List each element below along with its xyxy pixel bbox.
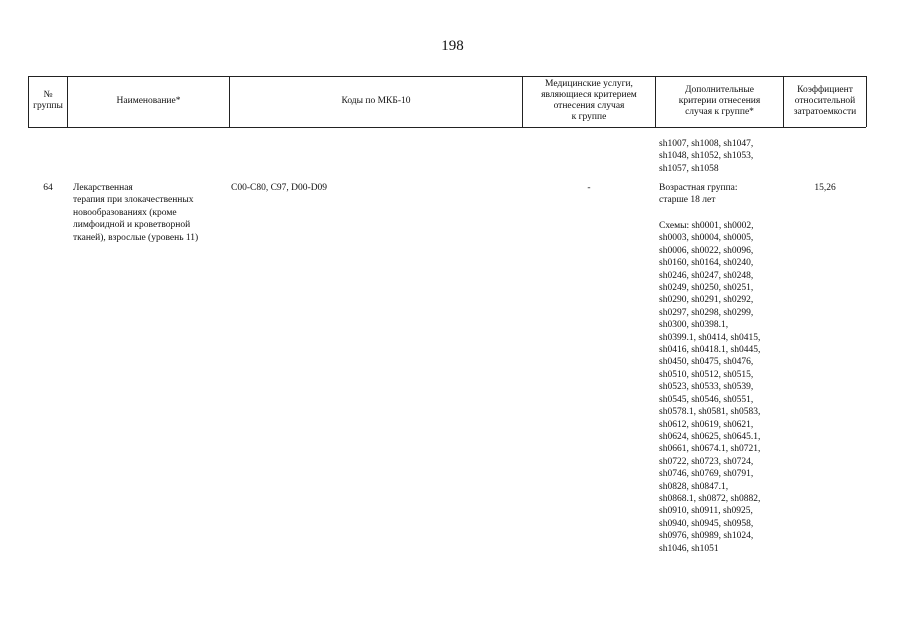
row-age-criterion: Возрастная группа: старше 18 лет xyxy=(659,183,738,206)
header-name: Наименование* xyxy=(116,95,181,106)
header-additional-criteria: Дополнительные критерии отнесения случая к группе* xyxy=(678,84,761,117)
row-icd-codes: C00-C80, C97, D00-D09 xyxy=(231,183,328,193)
header-icd-codes: Коды по МКБ-10 xyxy=(341,95,411,106)
page-number: 198 xyxy=(441,38,464,54)
row-name: Лекарственная терапия при злокачественных новообразованиях (кроме лимфоидной и кроветворной тканей), взрослые (уровень 11) xyxy=(73,183,199,243)
row-schemes: Схемы: sh0001, sh0002, sh0003, sh0004, sh0005, sh0006, sh0022, sh0096, sh0160, sh0164, sh0240, sh0246, sh0247, sh0248, sh0249, sh0250, sh0251, sh0290, sh0291, sh0292, sh0297, sh0298, sh0299, sh0300, sh0398.1, sh0399.1, sh0414, sh0415, sh0416, sh0418.1, sh0445, sh0450, sh0475, sh0476, sh0510, sh0512, sh0515, sh0523, sh0533, sh0539, sh0545, sh0546, sh0551, sh0578.1, sh0581, sh0583, sh0612, sh0619, sh0621, sh0624, sh0625, sh0645.1, sh0661, sh0674.1, sh0721, sh0722, sh0723, sh0724, sh0746, sh0769, sh0791, sh0828, sh0847.1, sh0868.1, sh0872, sh0882, sh0910, sh0911, sh0925, sh0940, sh0945, sh0958, sh0976, sh0989, sh1024, sh1046, sh1051 xyxy=(659,221,761,554)
column-divider xyxy=(866,76,867,127)
header-bottom-rule xyxy=(28,127,866,128)
header-group-number: № группы xyxy=(33,90,63,111)
row-coefficient: 15,26 xyxy=(814,183,836,193)
row-medical-services: - xyxy=(587,183,591,193)
row-group-number: 64 xyxy=(43,183,53,193)
header-coefficient: Коэффициент относительной затратоемкости xyxy=(793,84,857,117)
carryover-schemes: sh1007, sh1008, sh1047, sh1048, sh1052, sh1053, sh1057, sh1058 xyxy=(659,139,754,174)
header-medical-services: Медицинские услуги, являющиеся критерием отнесения случая к группе xyxy=(541,79,637,122)
